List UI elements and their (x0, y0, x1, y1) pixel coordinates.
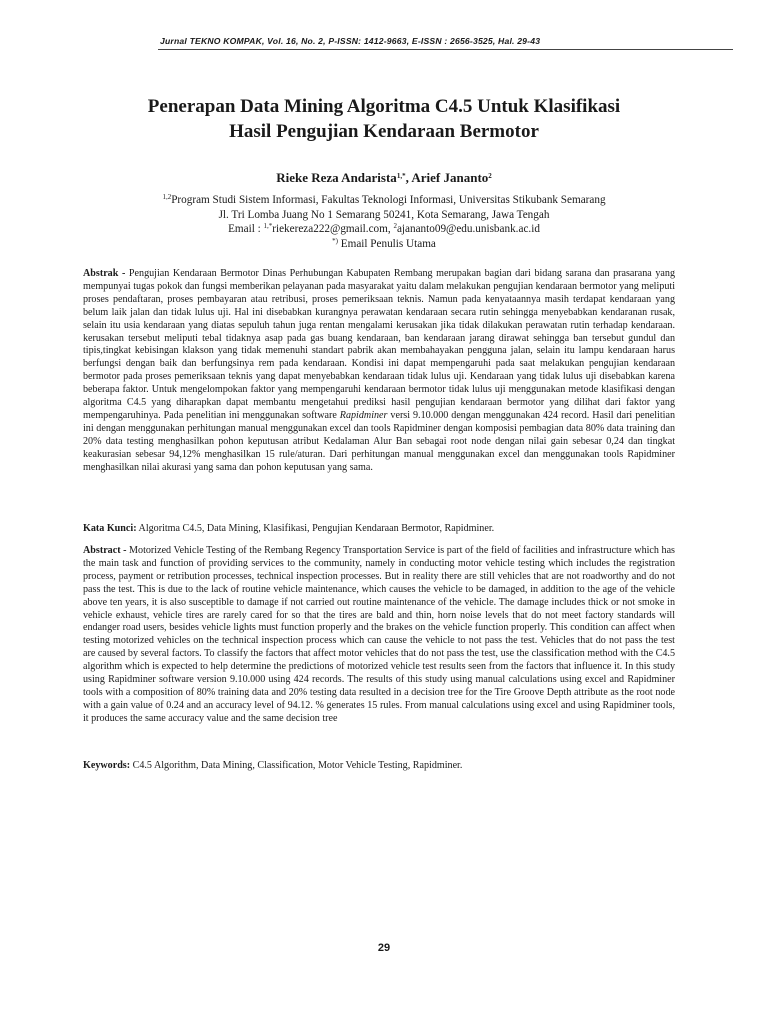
paper-title (60, 94, 708, 144)
kata-kunci (83, 523, 675, 536)
journal-header: Jurnal TEKNO KOMPAK, Vol. 16, No. 2, P-ISSN: 1412-9663, E-ISSN : 2656-3525, Hal. 29-43 (160, 36, 541, 46)
header-rule (158, 49, 733, 50)
kata-kunci-text: Algoritma C4.5, Data Mining, Klasifikasi, Pengujian Kendaraan Bermotor, Rapidminer. (136, 523, 495, 534)
abstrak-software: Rapidminer (339, 409, 388, 421)
email-1: riekereza222@gmail.com, (272, 223, 394, 235)
author-2: Arief Jananto (411, 170, 489, 185)
page-number: 29 (377, 942, 391, 954)
title-line-2: Hasil Pengujian Kendaraan Bermotor (229, 121, 539, 142)
kata-kunci-label: Kata Kunci: (83, 523, 137, 534)
affiliation-email: Email : $^{1,*}$riekereza222@gmail.com, $^2$ajananto09@edu.unisbank.ac.id (228, 222, 540, 235)
keywords (83, 760, 675, 773)
abstrak-label: Abstrak - (83, 268, 129, 279)
abstract-english (83, 545, 675, 726)
abstrak-text: Pengujian Kendaraan Bermotor Dinas Perhubungan Kabupaten Rembang merupakan bagian dari bidang sarana dan prasarana yang mempunyai tugas pokok dan fungsi memberikan pelayanan pada masyarakat yaitu dalam melakukan pengujian kendaraan bermotor yang meliputi proses pendaftaran, proses pembayaran atau retribusi, proses pemeriksaan teknis. Namun pada kenyataannya masih terdapat kendaraan yang belum laik jalan dan tidak lulus uji. Hal ini disebabkan kurangnya perawatan kendaraan secara rutin sehingga menyebabkan kendaranan rusak, selain itu usia kendaraan yang diatas sepuluh tahun juga rentan mengalami kerusakan jika tidak dilakukan perawatan rutin terhadap kendaraan. kerusakan tersebut meliputi tebal tidaknya asap pada gas buang kendaraan, ban kendaraan jarang dirawat sehingga ban tersebut gundul dan tipis,tingkat kebisingan klakson yang tidak memenuhi standart pabrik akan membahayakan pengguna jalan, selain itu lampu kendaraan harus berfungsi dengan baik dan berfungsinya rem pada kendaraan. Kondisi ini dapat mempengaruhi pada saat melakukan pengujian kendaraan bermotor pada proses pemeriksaan teknis yang dapat menyebabkan kendaraan tidak lulus uji. Kendaraan yang tidak lulus uji disebabkan karena beberapa faktor. Untuk mengelompokan faktor yang mempengaruhi kendaraan bermotor tidak lulus uji menggunakan metode klasifikasi dengan algoritma C4.5 yang diharapkan dapat membantu mengetahui prediksi hasil pengujian kendaraan bermotor yang dilihat dari faktor yang mempengaruhinya. Pada penelitian ini menggunakan software (83, 268, 675, 421)
keywords-text: C4.5 Algorithm, Data Mining, Classification, Motor Vehicle Testing, Rapidminer. (130, 760, 463, 771)
abstrak-indonesian (83, 268, 675, 475)
author-2-sup: 2 (488, 172, 492, 180)
affiliation-block (60, 193, 708, 251)
keywords-label: Keywords: (83, 760, 131, 771)
abstract-text: Motorized Vehicle Testing of the Rembang Regency Transportation Service is part of the field of facilities and infrastructure which has the main task and function of providing services to the community, namely in conducting motor vehicle testing which includes the registration process, payment or retribution processes, technical inspection processes. But in reality there are still vehicles that are not roadworthy and do not pass the test. This is due to the lack of routine vehicle maintenance, which causes the vehicle to be damaged, in addition to the age of the vehicle above ten years, it is also susceptible to damage if not carried out routine maintenance of the vehicle. The damage includes thick or not smoke in vehicle exhaust, vehicle tires are rarely cared for so that the tires are bald and thin, horn noise levels that do not meet factory standards will endanger road users, besides vehicle lights must function properly and the brakes on the vehicle function properly. This condition can affect when testing motorized vehicles on the technical inspection process which can cause the vehicle to not pass the test. Vehicles that do not pass the test are caused by several factors. To classify the factors that affect motor vehicles that do not pass the test, use the classification method with the C4.5 algorithm which is expected to help determine the predictions of motorized vehicle test results seen from the factors that influence it. In this study using Rapidminer software version 9.10.000 using 424 records. The results of this study using manual calculations using excel and Rapidminer tools with a composition of 80% training data and 20% testing data resulted in a decision tree for the Tire Groove Depth attribute as the root node with a gain value of 0.24 and an accuracy level of 94.12. % generates 15 rules. From manual calculations using excel and using Rapidminer tools, it produces the same accuracy value and the same decision tree (83, 545, 675, 724)
affiliation-program: $^{1,2}$Program Studi Sistem Informasi, Fakultas Teknologi Informasi, Universitas Stikubank Semarang (162, 193, 606, 206)
title-line-1: Penerapan Data Mining Algoritma C4.5 Untuk Klasifikasi (147, 96, 621, 117)
corresponding-note: *) Email Penulis Utama (332, 236, 436, 250)
abstrak-text-2: versi 9.10.000 dengan menggunakan 424 record. Hasil dari penelitian ini dengan menggunakan perhitungan manual menggunakan excel dan tools Rapidminer dengan komposisi pembagian data 80% data training dan 20% data testing menghasilkan pohon keputusan atribut Kedalaman Alur Ban sebagai root node dengan nilai gain sebesar 0,24 dan tingkat keakurasian sebesar 94,12% menghasilkan 15 rule/aturan. Dari perhitungan manual menggunakan excel dan menggunakan tools Rapidminer menghasilkan nilai akurasi yang sama dan pohon keputusan yang sama. (83, 409, 675, 473)
email-2: ajananto09@edu.unisbank.ac.id (396, 223, 540, 235)
author-1: Rieke Reza Andarista (276, 170, 397, 185)
abstract-label: Abstract - (83, 545, 130, 556)
author-separator: , (405, 170, 412, 185)
author-list (60, 170, 708, 186)
author-1-sup: 1,* (396, 172, 406, 180)
affiliation-address: Jl. Tri Lomba Juang No 1 Semarang 50241, Kota Semarang, Jawa Tengah (218, 208, 550, 221)
